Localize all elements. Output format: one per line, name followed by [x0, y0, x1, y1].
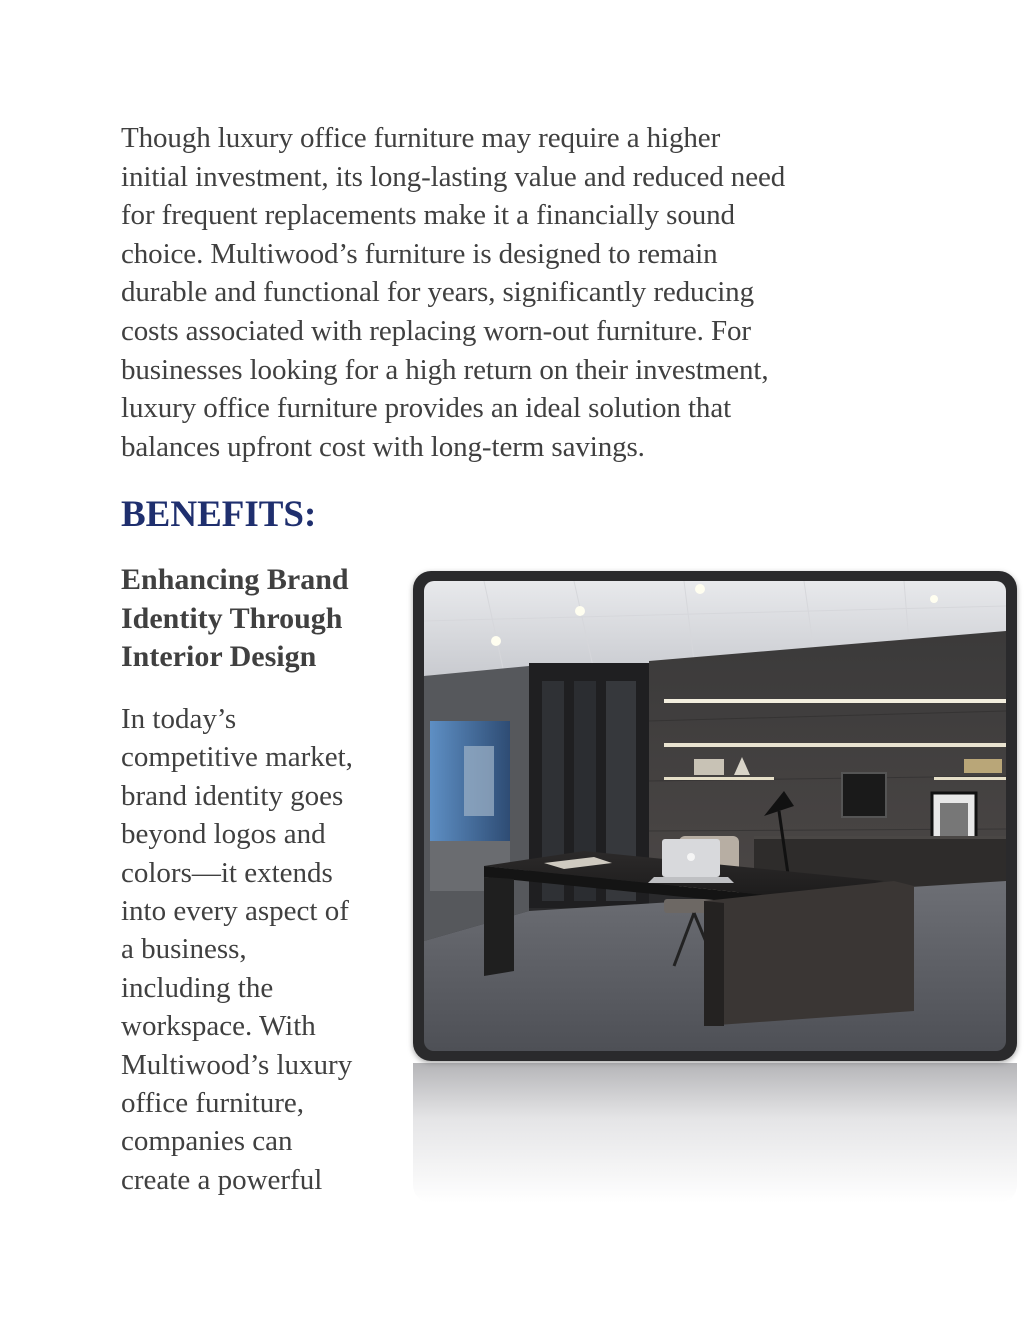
photo-reflection [413, 1063, 1017, 1203]
office-photo [424, 581, 1006, 1051]
office-photo-frame [413, 571, 1017, 1061]
benefits-body-text [121, 700, 353, 1199]
benefits-heading: BENEFITS: [121, 494, 317, 535]
intro-line: Though luxury office furniture may require a higher [121, 122, 721, 154]
body-line: Multiwood’s luxury [121, 1048, 353, 1081]
body-line: including the [121, 971, 274, 1004]
office-interior-illustration [424, 581, 1006, 1051]
intro-line: for frequent replacements make it a financially sound [121, 199, 735, 232]
body-line: beyond logos and [121, 818, 326, 851]
section-subheading [121, 561, 349, 677]
subheading-line: Interior Design [121, 640, 317, 673]
intro-line: luxury office furniture provides an ideal solution that [121, 392, 732, 425]
intro-paragraph [121, 119, 921, 466]
intro-line: businesses looking for a high return on their investment, [121, 353, 769, 386]
body-line: into every aspect of [121, 895, 349, 928]
body-line: a business, [121, 933, 247, 966]
body-line: In today’s [121, 703, 237, 735]
body-line: workspace. With [121, 1010, 316, 1043]
intro-line: durable and functional for years, significantly reducing [121, 276, 754, 309]
subheading-line: Identity Through [121, 601, 343, 635]
body-line: colors—it extends [121, 856, 333, 889]
intro-line: choice. Multiwood’s furniture is designed to remain [121, 237, 718, 270]
intro-line: initial investment, its long-lasting value and reduced need [121, 160, 786, 193]
body-line: companies can [121, 1125, 293, 1158]
subheading-line: Enhancing Brand [121, 563, 349, 596]
body-line: competitive market, [121, 741, 353, 774]
body-line: office furniture, [121, 1087, 305, 1120]
intro-line: costs associated with replacing worn-out furniture. For [121, 314, 751, 347]
intro-line: balances upfront cost with long-term savings. [121, 430, 645, 463]
body-line: create a powerful [121, 1163, 323, 1196]
body-line: brand identity goes [121, 779, 344, 812]
